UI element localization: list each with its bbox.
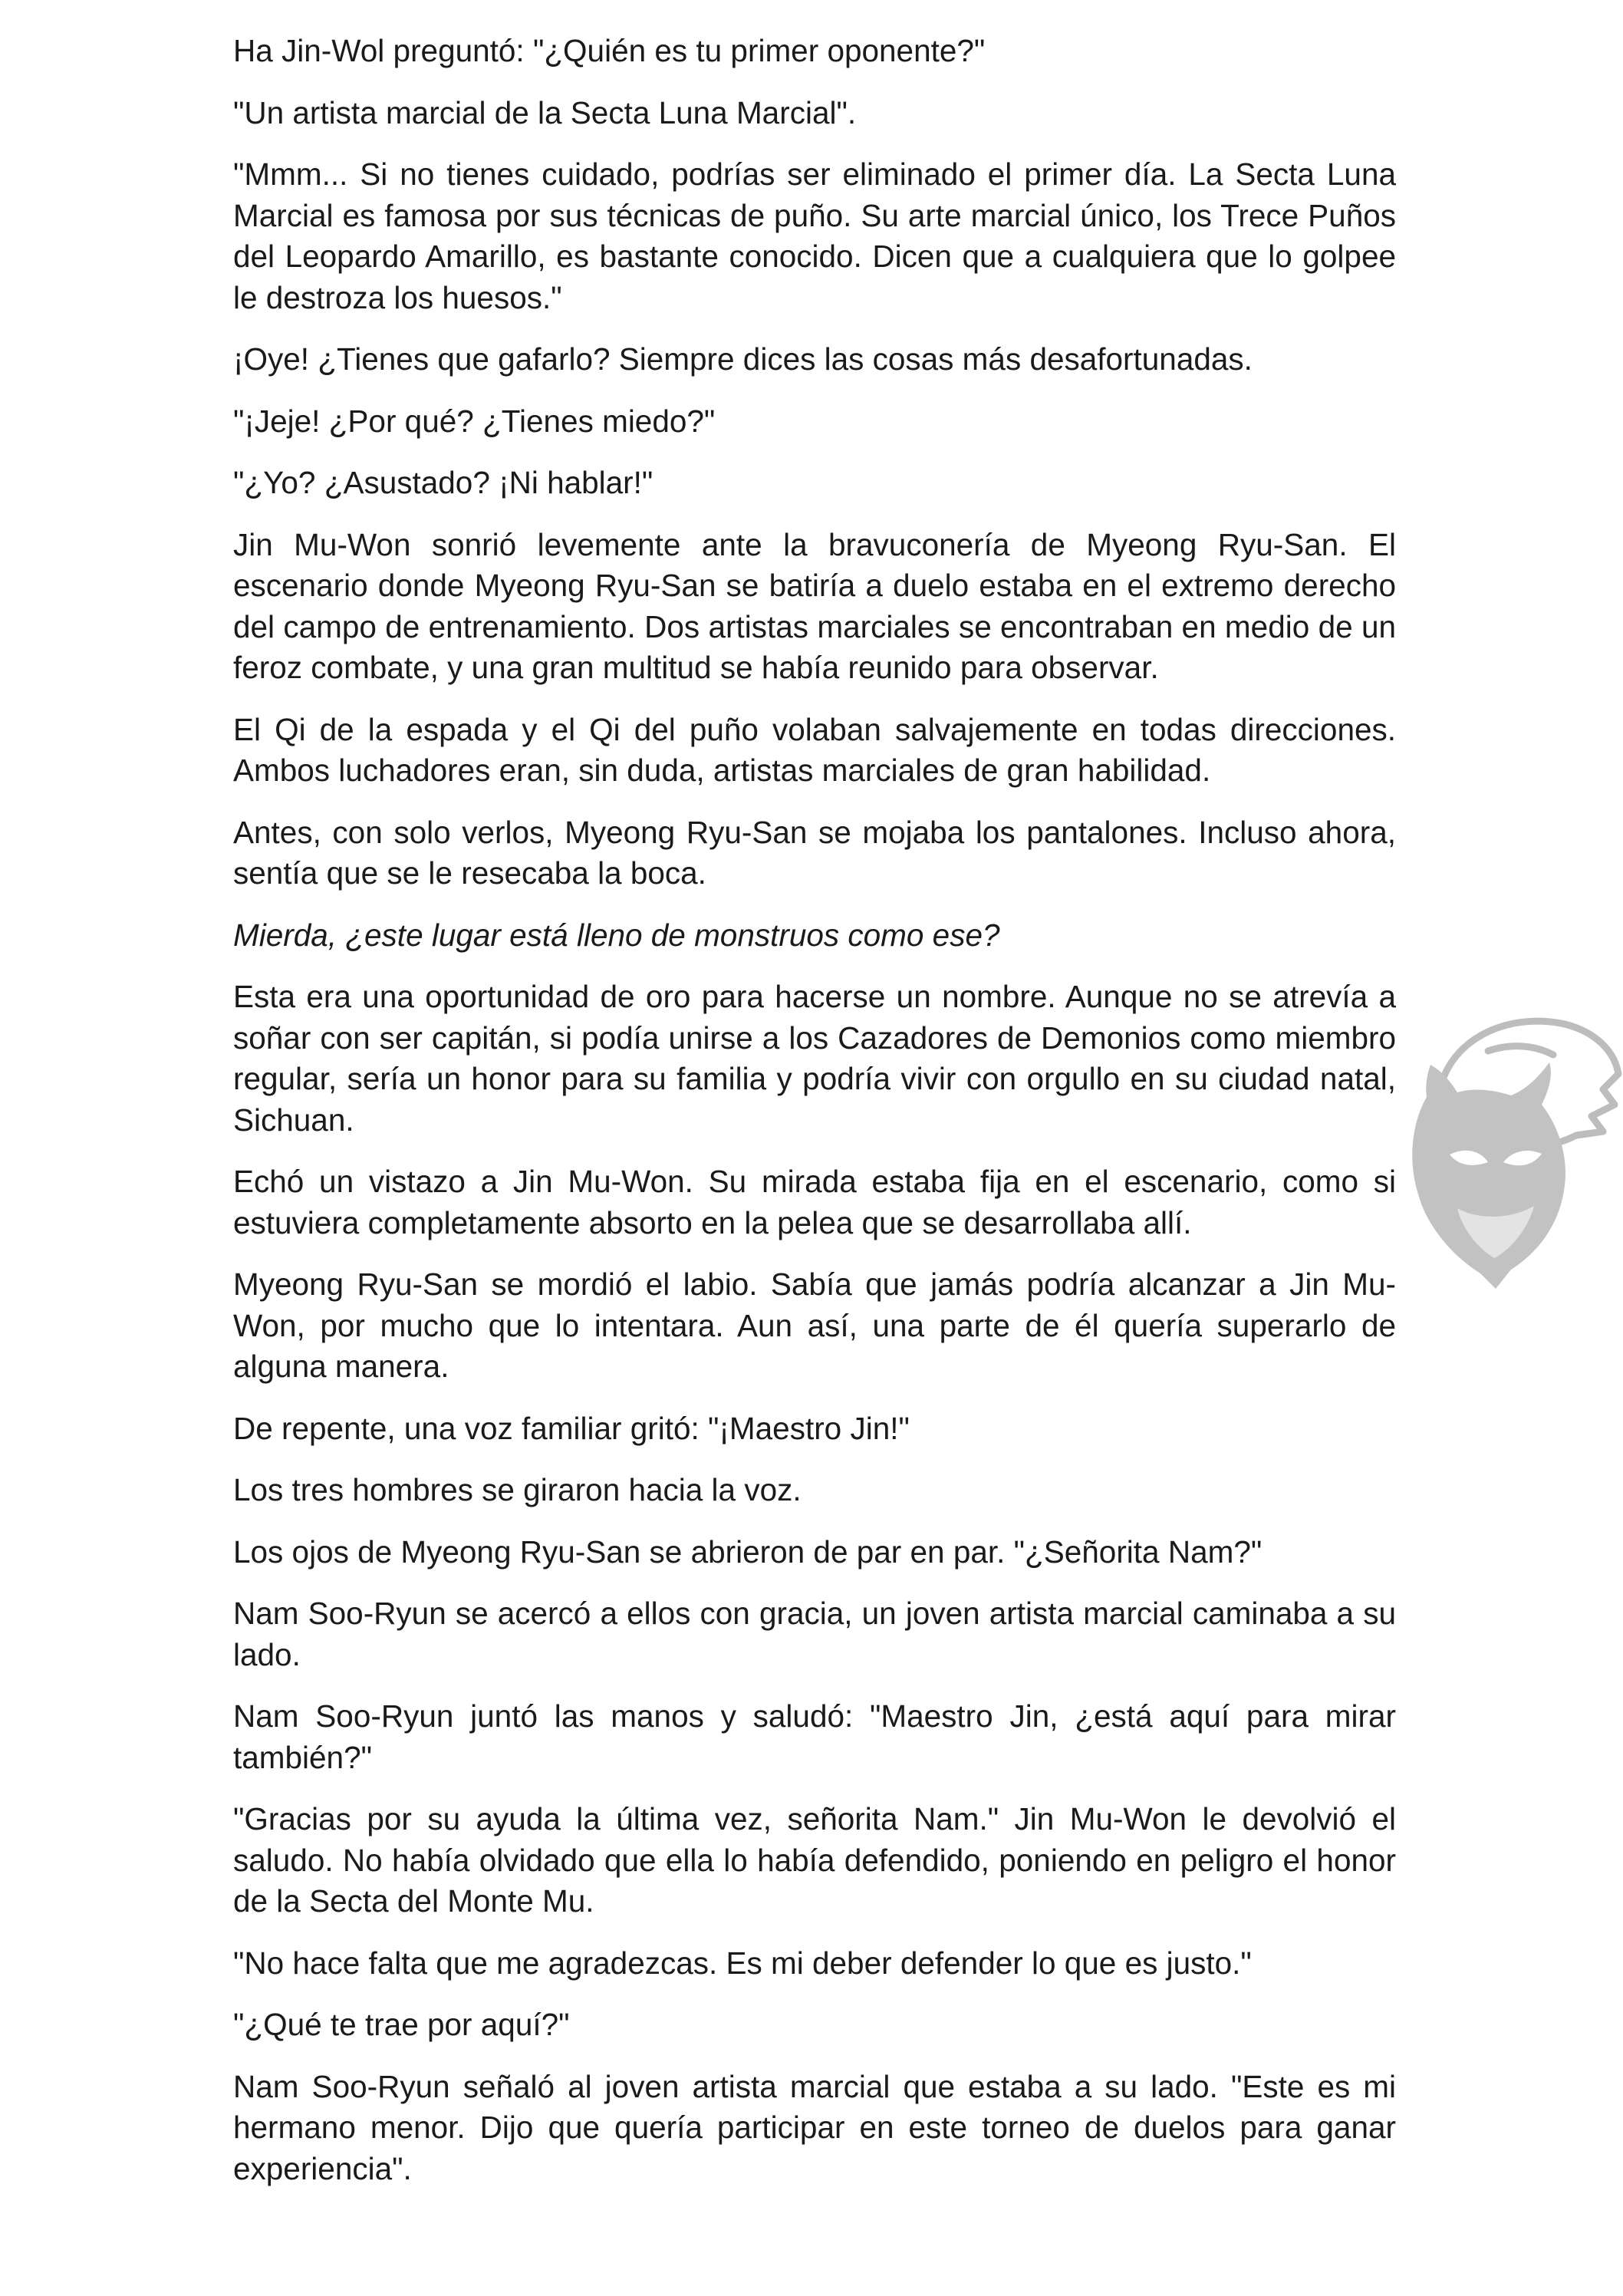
paragraph: "Mmm... Si no tienes cuidado, podrías ser eliminado el primer día. La Secta Luna Marcial es famosa por sus técnicas de puño. Su arte marcial único, los Trece Puños del Leopardo Amarillo, es bastante conocido. Dicen que a cualquiera que lo golpee le destroza los huesos."	[233, 156, 1396, 315]
dinosaur-skull-mascot-icon	[1396, 990, 1623, 1296]
paragraph: Ha Jin-Wol preguntó: "¿Quién es tu primer oponente?"	[233, 33, 986, 68]
paragraph: Nam Soo-Ryun juntó las manos y saludó: "Maestro Jin, ¿está aquí para mirar también?"	[233, 1698, 1396, 1775]
paragraph: "¡Jeje! ¿Por qué? ¿Tienes miedo?"	[233, 403, 716, 439]
paragraph: Echó un vistazo a Jin Mu-Won. Su mirada estaba fija en el escenario, como si estuviera completamente absorto en la pelea que se desarrollaba allí.	[233, 1164, 1396, 1240]
paragraph: Los ojos de Myeong Ryu-San se abrieron de par en par. "¿Señorita Nam?"	[233, 1533, 1263, 1570]
paragraph: Nam Soo-Ryun se acercó a ellos con gracia, un joven artista marcial caminaba a su lado.	[233, 1596, 1396, 1672]
paragraph: ¡Oye! ¿Tienes que gafarlo? Siempre dices las cosas más desafortunadas.	[233, 341, 1253, 377]
paragraph: El Qi de la espada y el Qi del puño volaban salvajemente en todas direcciones. Ambos luchadores eran, sin duda, artistas marciales de gran habilidad.	[233, 711, 1396, 788]
paragraph-italic-thought: Mierda, ¿este lugar está lleno de monstruos como ese?	[233, 917, 1000, 953]
paragraph: Myeong Ryu-San se mordió el labio. Sabía que jamás podría alcanzar a Jin Mu-Won, por mucho que lo intentara. Aun así, una parte de él quería superarlo de alguna manera.	[233, 1267, 1396, 1384]
paragraph: Jin Mu-Won sonrió levemente ante la bravuconería de Myeong Ryu-San. El escenario donde Myeong Ryu-San se batiría a duelo estaba en el extremo derecho del campo de entrenamiento. Dos artistas marciales se encontraban en medio de un feroz combate, y una gran multitud se había reunido para observar.	[233, 526, 1396, 685]
body-text	[233, 31, 1396, 2210]
paragraph: "No hace falta que me agradezcas. Es mi deber defender lo que es justo."	[233, 1945, 1252, 1981]
paragraph: Antes, con solo verlos, Myeong Ryu-San se mojaba los pantalones. Incluso ahora, sentía que se le resecaba la boca.	[233, 814, 1396, 891]
paragraph: Esta era una oportunidad de oro para hacerse un nombre. Aunque no se atrevía a soñar con ser capitán, si podía unirse a los Cazadores de Demonios como miembro regular, sería un honor para su familia y podría vivir con orgullo en su ciudad natal, Sichuan.	[233, 979, 1396, 1138]
paragraph: "¿Qué te trae por aquí?"	[233, 2007, 570, 2042]
paragraph: Los tres hombres se giraron hacia la voz.	[233, 1472, 802, 1507]
paragraph: "Un artista marcial de la Secta Luna Marcial".	[233, 94, 857, 130]
paragraph: Nam Soo-Ryun señaló al joven artista marcial que estaba a su lado. "Este es mi hermano menor. Dijo que quería participar en este torneo de duelos para ganar experiencia".	[233, 2068, 1396, 2186]
paragraph: "Gracias por su ayuda la última vez, señorita Nam." Jin Mu-Won le devolvió el saludo. No había olvidado que ella lo había defendido, poniendo en peligro el honor de la Secta del Monte Mu.	[233, 1801, 1396, 1919]
paragraph: "¿Yo? ¿Asustado? ¡Ni hablar!"	[233, 465, 653, 500]
paragraph: De repente, una voz familiar gritó: "¡Maestro Jin!"	[233, 1410, 910, 1446]
